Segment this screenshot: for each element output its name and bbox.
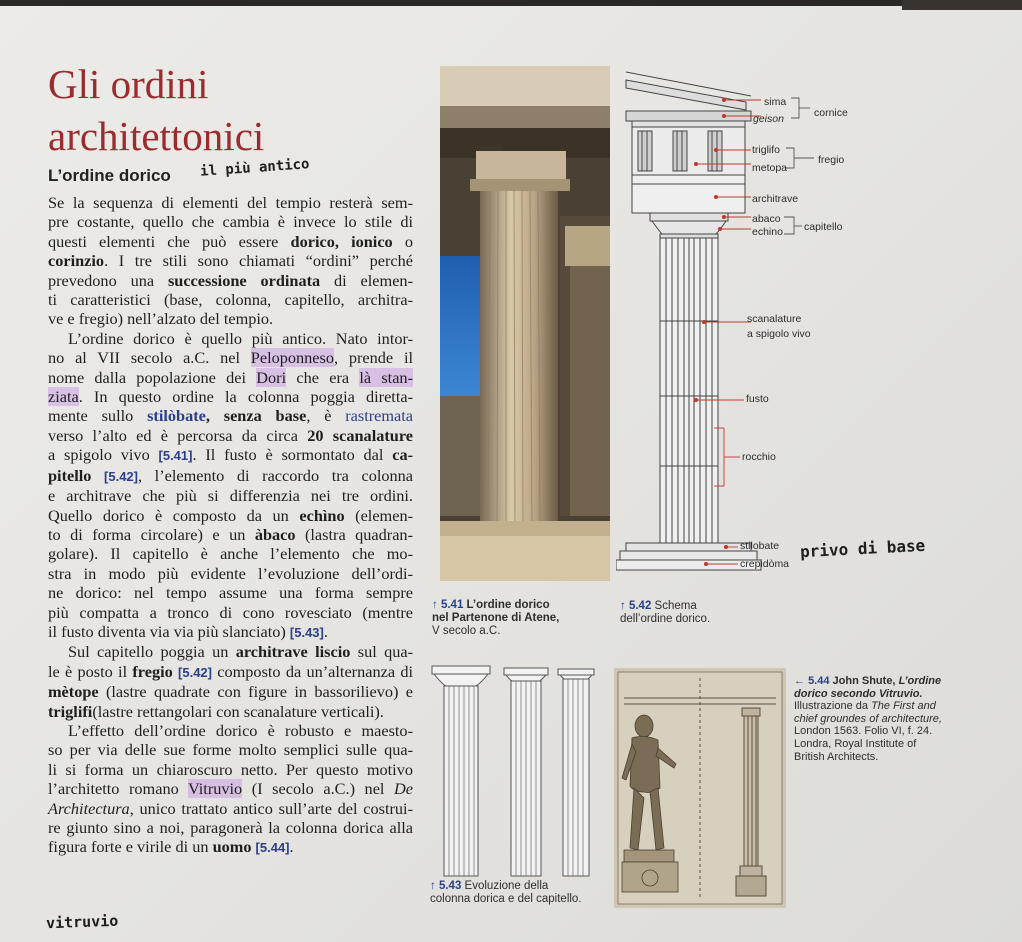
- label-echino: echino: [752, 226, 783, 238]
- column-evolution-drawing: [430, 664, 600, 879]
- label-crepidoma: crepidòma: [740, 558, 790, 570]
- column-evolution-diagram: [430, 664, 600, 879]
- caption-5-43: ↑ 5.43 Evoluzione della colonna dorica e del capitello.: [430, 880, 582, 905]
- caption-5-44: ← 5.44 John Shute, L’ordine dorico secondo Vitruvio. Illustrazione da The First and chief groundes of architecture, London 1563. Folio VI, f. 24. Londra, Royal Institute of British Architects.: [794, 675, 942, 763]
- handwritten-note-vitruvio: vitruvio: [45, 911, 119, 933]
- label-cornice: cornice: [814, 107, 848, 119]
- parthenon-photo-image: [440, 66, 610, 581]
- label-capitello: capitello: [804, 221, 843, 233]
- title-line-1: Gli ordini: [48, 61, 209, 107]
- label-spigolo-vivo: a spigolo vivo: [747, 328, 811, 340]
- label-sima: sima: [764, 96, 787, 108]
- section-heading: L’ordine dorico: [48, 166, 171, 185]
- paragraph-4: L’effetto dell’ordine dorico è robusto e maesto- so per via delle sue forme molto semplici sulle qua- li si forma un chiaroscuro netto. Per questo motivo l’architetto romano Vitruvio (I secolo a.C.) nel De Architectura, unico trattato antico sull’arte del costrui- re giunto sino a noi, paragonerà la colonna dorica alla figura forte e virile di un uomo [5.44].: [48, 720, 413, 857]
- handwritten-note-stilobate: privo di base: [799, 535, 926, 562]
- label-stilobate: stilobate: [740, 540, 780, 552]
- paragraph-2: L’ordine dorico è quello più antico. Nato intor- no al VII secolo a.C. nel Peloponneso, prende il nome dalla popolazione dei Dori che era là stan- ziata. In questo ordine la colonna poggia diretta- mente sullo stilòbate, senza base, è rastremata verso l’alto ed è percorsa da circa 20 scanalature a spigolo vivo [5.41]. Il fusto è sormontato dal ca- pitello [5.42], l’elemento di raccordo tra colonna e architrave che più si differenzia nei tre ordini. Quello dorico è composto da un echìno (elemen- to di forma circolare) e un àbaco (lastra quadran- golare). Il capitello è anche l’elemento che mo- stra in modo più evidente l’evoluzione dell’ordi- ne dorico: nel tempo assume una forma sempre più compatta a tronco di cono rovesciato (mentre il fusto diventa via via più slanciato) [5.43].: [48, 328, 414, 641]
- label-rocchio: rocchio: [742, 451, 776, 463]
- label-triglifo: triglifo: [752, 144, 781, 156]
- page-corner-shadow: [902, 0, 1022, 10]
- paragraph-1: Se la sequenza di elementi del tempio resterà sem- pre costante, quello che cambia è invece lo stile di questi elementi che può essere dorico, ionico o corinzio. I tre stili sono chiamati “ordini” perché prevedono una successione ordinata di elemen- ti caratteristici (base, colonna, capitello, architra- ve e fregio) nell’alzato del tempio.: [48, 193, 413, 329]
- label-architrave: architrave: [752, 193, 799, 205]
- label-abaco: abaco: [752, 213, 781, 225]
- doric-order-diagram: [616, 66, 866, 596]
- body-text: [48, 193, 413, 858]
- caption-5-42: ↑ 5.42 Schema dell’ordine dorico.: [620, 600, 711, 625]
- label-geison: geison: [753, 113, 784, 125]
- engraving-image: [614, 668, 786, 908]
- paragraph-3: Sul capitello poggia un architrave liscio sul qua- le è posto il fregio [5.42] composto da un’alternanza di mètope (lastre quadrate con figure in bassorilievo) e triglifi(lastre rettangolari con scanalature verticali).: [48, 642, 413, 721]
- shute-engraving: [614, 668, 786, 908]
- label-fregio: fregio: [818, 154, 845, 166]
- label-fusto: fusto: [746, 393, 769, 405]
- page-title: [48, 58, 264, 162]
- handwritten-note-title: il più antico: [199, 156, 311, 180]
- caption-5-41: ↑ 5.41 L’ordine dorico nel Partenone di Atene, V secolo a.C.: [432, 599, 560, 637]
- label-scanalature: scanalature: [747, 313, 802, 325]
- title-line-2: architettonici: [48, 113, 265, 159]
- doric-schema-drawing: [616, 66, 866, 596]
- page-top-edge: [0, 0, 1022, 6]
- label-metopa: metopa: [752, 162, 788, 174]
- parthenon-photo: [440, 66, 610, 581]
